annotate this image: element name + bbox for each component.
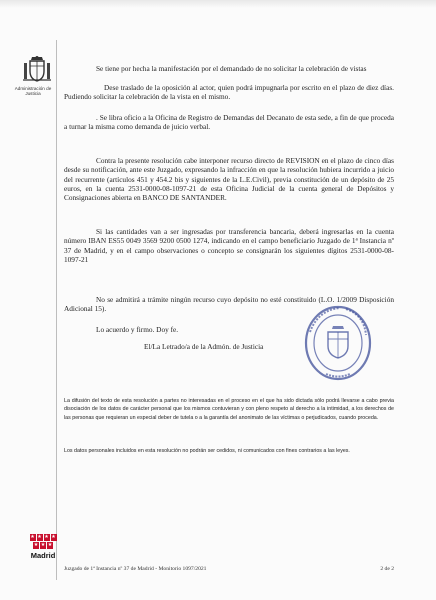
paragraph-text: Se tiene por hecha la manifestación por el demandado de no solicitar la celebración de vistas [96,64,367,73]
page-footer [64,566,394,572]
footer-case-reference: Juzgado de 1ª Instancia nº 37 de Madrid - Monitorio 1097/2021 [64,566,207,572]
privacy-notice: La difusión del texto de esta resolución a partes no interesadas en el proceso en el que ha sido dictada sólo podrá llevarse a cabo previa disociación de los datos de carácter personal que los mismos contuvieran y con pleno respeto al derecho a la intimidad, a los derechos de las personas que requieran un especial deber de tutela o a la garantía del anonimato de las víctimas o perjudicados, cuando proceda. [64,398,394,421]
signature-line: El/La Letrado/a de la Admón. de Justicia [144,342,264,351]
footer-page-number: 2 de 2 [380,566,394,572]
paragraph-oficio: . Se libra oficio a la Oficina de Registro de Demandas del Decanato de esta sede, a fin de que proceda a turnar la misma como demanda de juicio verbal. [64,113,394,132]
paragraph-deposito: No se admitirá a trámite ningún recurso cuyo depósito no esté constituido (L.O. 1/2009 Disposición Adicional 15). [64,295,394,314]
admin-label: Administración de Justicia [14,86,52,97]
data-protection-notice: Los datos personales incluidos en esta resolución no podrán ser cedidos, ni comunicados con fines contrarios a las leyes. [64,448,350,454]
paragraph-traslado: Dese traslado de la oposición al actor, quien podrá impugnarla por escrito en el plazo de diez días. Pudiendo solicitar la celebración de la vista en el mismo. [64,83,394,102]
paragraph-transferencia: Si las cantidades van a ser ingresadas por transferencia bancaria, deberá ingresarlas en la cuenta número IBAN ES55 0049 3569 9200 0500 1274, indicando en el campo beneficiario Juzgado de 1ª Instancia nº 37 de Madrid, y en el campo observaciones o concepto se consignarán los siguientes dígitos 2531-0000-08-1097-21 [64,227,394,264]
closing-line: Lo acuerdo y firmo. Doy fe. [96,325,179,334]
coat-of-arms-icon [22,54,52,84]
stars-icon-row2: ★ ★ ★ [33,543,53,548]
stars-icon: ★ ★ ★ ★ [30,535,56,540]
margin-rule [56,40,57,580]
madrid-logo-text: Madrid [30,551,56,560]
paragraph-recurso: Contra la presente resolución cabe interponer recurso directo de REVISION en el plazo de cinco días desde su notificación, ante este Juzgado, expresando la infracción en que la resolución hubiera incurrido a juicio del recurrente (artículos 451 y 454.2 bis y siguientes de la L.E.Civil), previa constitución de un depósito de 25 euros, en la cuenta 2531-0000-08-1097-21 de esta Oficina Judicial de la cuenta general de Depósitos y Consignaciones abierta en BANCO DE SANTANDER. [64,156,394,203]
paragraph-vistas [64,64,394,73]
madrid-logo [28,534,58,560]
court-seal-stamp [298,302,378,384]
